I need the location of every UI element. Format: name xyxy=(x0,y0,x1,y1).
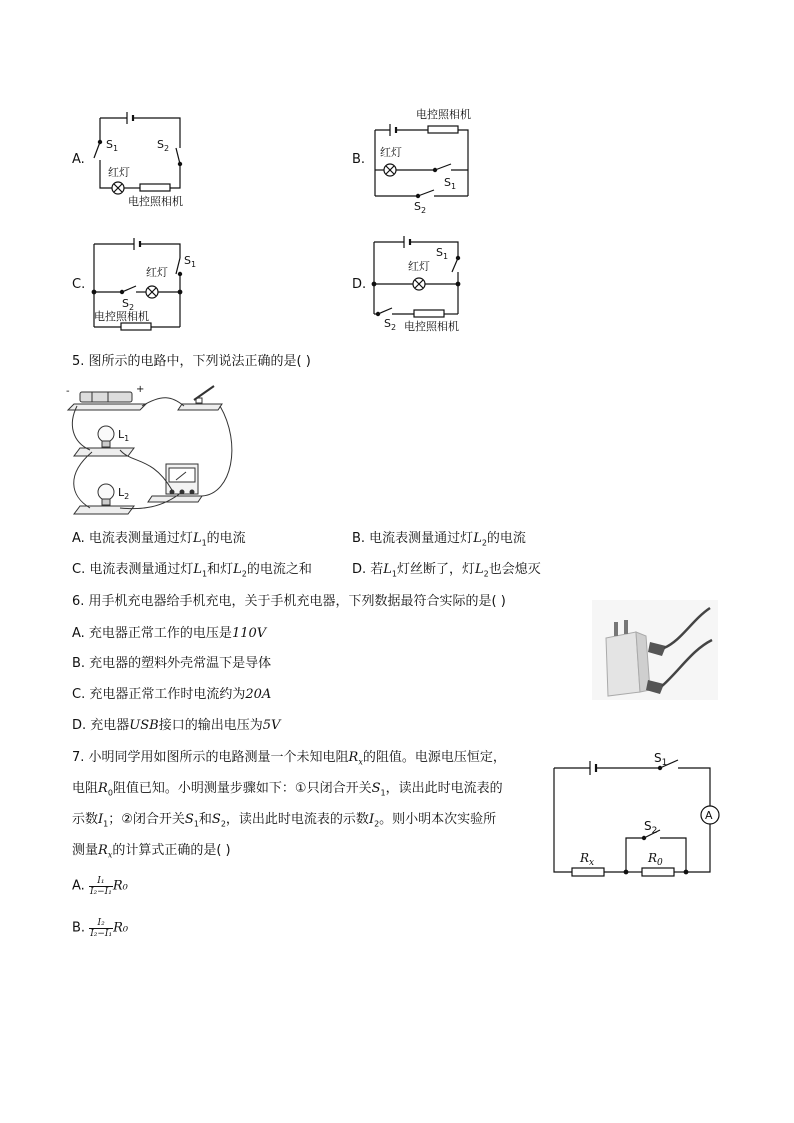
circuit-diagram-c xyxy=(86,232,216,342)
q5-option-b[interactable]: B. 电流表测量通过灯$L_2$的电流 xyxy=(352,531,526,548)
a-lamp-label: 红灯 xyxy=(108,166,130,179)
b-lamp-label: 红灯 xyxy=(380,146,402,159)
b-s1-label: $S_1$ xyxy=(444,176,457,191)
q7-line1: 7. 小明同学用如图所示的电路测量一个未知电阻$R_x$的阻值。电源电压恒定， xyxy=(72,750,506,767)
circuit-diagram-d xyxy=(366,232,496,342)
d-lamp-label: 红灯 xyxy=(408,260,430,273)
c-lamp-label: 红灯 xyxy=(146,266,168,279)
q6-option-c[interactable]: C. 充电器正常工作时电流约为20A xyxy=(72,687,272,702)
c-camera-label: 电控照相机 xyxy=(94,310,149,323)
q7-s1-label: $S_1$ xyxy=(654,751,668,768)
q6-option-d[interactable]: D. 充电器USB接口的输出电压为5V xyxy=(72,718,281,733)
option-b-letter: B. xyxy=(352,152,366,167)
q6-option-b[interactable]: B. 充电器的塑料外壳常温下是导体 xyxy=(72,656,272,671)
q6-option-a[interactable]: A. 充电器正常工作的电压是110V xyxy=(72,626,267,641)
q6-stem: 6. 用手机充电器给手机充电，关于手机充电器，下列数据最符合实际的是( ) xyxy=(72,594,506,609)
q5-option-d[interactable]: D. 若$L_1$灯丝断了，灯$L_2$也会熄灭 xyxy=(352,562,541,579)
a-s2-label: $S_2$ xyxy=(157,138,170,153)
q7-line2: 电阻$R_0$阻值已知。小明测量步骤如下：①只闭合开关$S_1$，读出此时电流表的 xyxy=(72,781,503,798)
option-d-letter: D. xyxy=(352,277,367,292)
q7-s2-label: $S_2$ xyxy=(644,819,658,836)
fraction-b: $\frac{\text{I₂}}{\text{I₂−I₁}}$ xyxy=(90,918,113,939)
b-s2-label: $S_2$ xyxy=(414,200,427,215)
a-s1-label: $S_1$ xyxy=(106,138,119,153)
rx-label: $R_x$ xyxy=(580,851,595,868)
q5-circuit-photo xyxy=(66,384,242,524)
circuit-diagram-a xyxy=(80,100,200,210)
c-s1-label: $S_1$ xyxy=(184,254,197,269)
d-camera-label: 电控照相机 xyxy=(404,320,459,333)
c-s2-label: $S_2$ xyxy=(122,297,135,312)
ammeter-label: A xyxy=(705,809,713,822)
l2-label: $L_2$ xyxy=(118,486,130,501)
r0-label: $R_0$ xyxy=(648,851,663,868)
q7-circuit-diagram xyxy=(548,744,728,878)
q5-option-c[interactable]: C. 电流表测量通过灯$L_1$和灯$L_2$的电流之和 xyxy=(72,562,312,579)
q5-stem: 5. 图所示的电路中，下列说法正确的是( ) xyxy=(72,354,311,369)
d-s1-label: $S_1$ xyxy=(436,246,449,261)
b-camera-label: 电控照相机 xyxy=(416,108,471,121)
battery-minus-label: - xyxy=(66,386,70,397)
a-camera-label: 电控照相机 xyxy=(128,195,183,208)
option-c-letter: C. xyxy=(72,277,86,292)
d-s2-label: $S_2$ xyxy=(384,317,397,332)
q7-line4: 测量$R_x$的计算式正确的是( ) xyxy=(72,843,231,860)
l1-label: $L_1$ xyxy=(118,428,130,443)
fraction-a: $\frac{\text{I₁}}{\text{I₂−I₁}}$ xyxy=(89,876,112,897)
q7-option-a[interactable]: A. $\frac{\text{I₁}}{\text{I₂−I₁}}$ R₀ xyxy=(72,876,128,897)
option-a-letter: A. xyxy=(72,152,85,167)
q5-option-a[interactable]: A. 电流表测量通过灯$L_1$的电流 xyxy=(72,531,246,548)
q7-option-b[interactable]: B. $\frac{\text{I₂}}{\text{I₂−I₁}}$ R₀ xyxy=(72,918,129,939)
q7-line3: 示数$I_1$；②闭合开关$S_1$和$S_2$，读出此时电流表的示数$I_2$。则小明本次实验所 xyxy=(72,812,497,829)
battery-plus-label: + xyxy=(136,384,145,395)
charger-photo xyxy=(592,600,718,700)
circuit-diagram-b xyxy=(360,104,490,214)
